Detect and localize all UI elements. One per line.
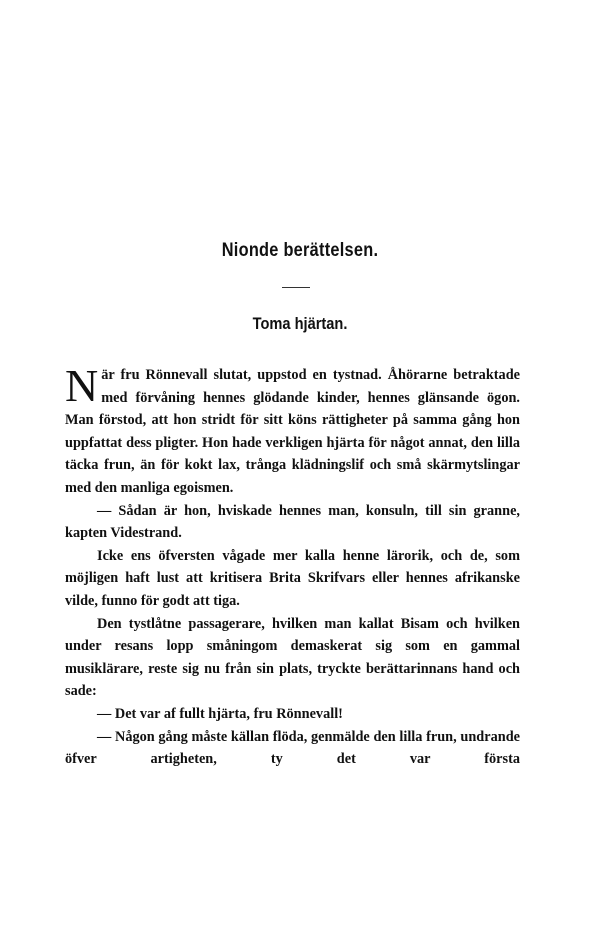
body-text bbox=[65, 360, 520, 771]
paragraph-6: — Någon gång måste källan flöda, genmälde den lilla frun, undrande öfver artigheten, ty det var första bbox=[65, 728, 520, 768]
paragraph-2: — Sådan är hon, hviskade hennes man, konsuln, till sin granne, kapten Videstrand. bbox=[65, 502, 520, 542]
paragraph-1-text: är fru Rönnevall slutat, uppstod en tystnad. Åhörarne betraktade med förvåning hennes glödande kinder, hennes glänsande ögon. Man förstod, att hon stridt för sitt köns rättigheter på samma gång hon uppfattat dess pligter. Hon hade verkligen hjärta för något annat, den lilla täcka frun, än för kokt lax, trånga klädningslif och små skärmytslingar med den manliga egoismen. bbox=[65, 367, 520, 496]
paragraph-1 bbox=[65, 360, 520, 500]
chapter-title: Nionde berättelsen. bbox=[221, 240, 379, 261]
paragraph-3: Icke ens öfversten vågade mer kalla henne lärorik, och de, som möjligen haft lust att kritisera Brita Skrifvars eller hennes afrikanske vilde, funno för godt att tiga. bbox=[65, 547, 520, 609]
paragraph-5: — Det var af fullt hjärta, fru Rönnevall! bbox=[97, 705, 343, 722]
section-title: Toma hjärtan. bbox=[252, 314, 348, 333]
divider bbox=[282, 287, 310, 288]
paragraph-4: Den tystlåtne passagerare, hvilken man kallat Bisam och hvilken under resans lopp småningom demaskerat sig som en gammal musiklärare, reste sig nu från sin plats, tryckte berättarinnans hand och sade: bbox=[65, 615, 520, 700]
drop-cap: N bbox=[65, 360, 99, 411]
